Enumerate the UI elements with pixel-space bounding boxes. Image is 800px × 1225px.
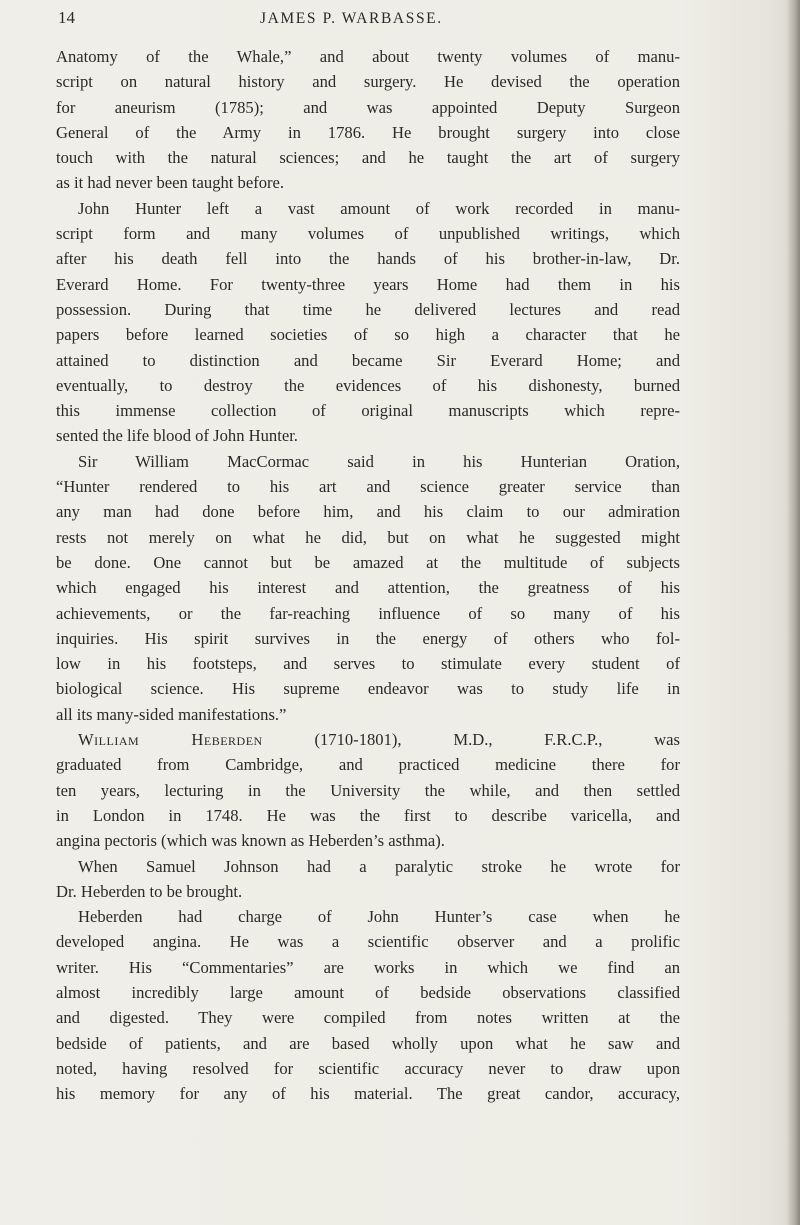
- text-line: this immense collection of original manuscripts which repre-: [56, 401, 680, 421]
- text-line: for aneurism (1785); and was appointed Deputy Surgeon: [56, 97, 680, 117]
- text-line: almost incredibly large amount of bedside observations classified: [56, 982, 680, 1002]
- text-line: Heberden had charge of John Hunter’s case when he: [78, 907, 680, 927]
- text-line: as it had never been taught before.: [56, 173, 285, 193]
- text-line: rests not merely on what he did, but on what he suggested might: [56, 527, 680, 547]
- text-line: achievements, or the far-reaching influence of so many of his: [56, 603, 680, 623]
- running-title: JAMES P. WARBASSE.: [260, 10, 443, 27]
- text-line: possession. During that time he delivered lectures and read: [56, 299, 680, 319]
- text-line: “Hunter rendered to his art and science greater service than: [56, 477, 680, 497]
- text-line: after his death fell into the hands of his brother-in-law, Dr.: [56, 249, 680, 269]
- text-line: graduated from Cambridge, and practiced medicine there for: [56, 755, 680, 775]
- text-line: angina pectoris (which was known as Heberden’s asthma).: [56, 831, 445, 851]
- text-line: which engaged his interest and attention, the greatness of his: [56, 578, 680, 598]
- text-line: John Hunter left a vast amount of work recorded in manu-: [78, 198, 680, 218]
- text-line-heberden: [56, 727, 680, 752]
- text-line: developed angina. He was a scientific observer and a prolific: [56, 932, 680, 952]
- text-line: attained to distinction and became Sir Everard Home; and: [56, 350, 680, 370]
- text-line: noted, having resolved for scientific accuracy never to draw upon: [56, 1058, 680, 1078]
- text-line: script form and many volumes of unpublished writings, which: [56, 224, 680, 244]
- running-head: [58, 8, 758, 34]
- person-name: William Heberden: [78, 730, 263, 750]
- text-line: inquiries. His spirit survives in the energy of others who fol-: [56, 628, 680, 648]
- page-number: 14: [58, 8, 75, 27]
- text-line: writer. His “Commentaries” are works in which we find an: [56, 957, 680, 977]
- text-line: be done. One cannot but be amazed at the multitude of subjects: [56, 552, 680, 572]
- text-line: and digested. They were compiled from notes written at the: [56, 1008, 680, 1028]
- text-line: script on natural history and surgery. He devised the operation: [56, 72, 680, 92]
- text-line: Anatomy of the Whale,” and about twenty volumes of manu-: [56, 47, 680, 66]
- text-line: biological science. His supreme endeavor was to study life in: [56, 679, 680, 699]
- text-line: When Samuel Johnson had a paralytic stroke he wrote for: [78, 856, 680, 876]
- text-span: (1710-1801), M.D., F.R.C.P., was: [262, 730, 680, 750]
- text-line: sented the life blood of John Hunter.: [56, 426, 298, 446]
- body-text: [56, 44, 680, 1106]
- text-line: ten years, lecturing in the University the while, and then settled: [56, 780, 680, 800]
- text-line: touch with the natural sciences; and he taught the art of surgery: [56, 148, 680, 168]
- text-line: papers before learned societies of so high a character that he: [56, 325, 680, 345]
- text-line: low in his footsteps, and serves to stimulate every student of: [56, 654, 680, 674]
- page-edge-shadow: [786, 0, 800, 1225]
- text-line: his memory for any of his material. The great candor, accuracy,: [56, 1084, 680, 1104]
- text-line: any man had done before him, and his claim to our admiration: [56, 502, 680, 522]
- text-line: in London in 1748. He was the first to describe varicella, and: [56, 805, 680, 825]
- text-line: eventually, to destroy the evidences of his dishonesty, burned: [56, 375, 680, 395]
- text-line: bedside of patients, and are based wholly upon what he saw and: [56, 1033, 680, 1053]
- text-line: Everard Home. For twenty-three years Home had them in his: [56, 274, 680, 294]
- text-line: General of the Army in 1786. He brought surgery into close: [56, 122, 680, 142]
- text-line: Dr. Heberden to be brought.: [56, 881, 243, 901]
- text-line: all its many-sided manifestations.”: [56, 704, 287, 724]
- text-line: Sir William MacCormac said in his Hunterian Oration,: [78, 451, 680, 471]
